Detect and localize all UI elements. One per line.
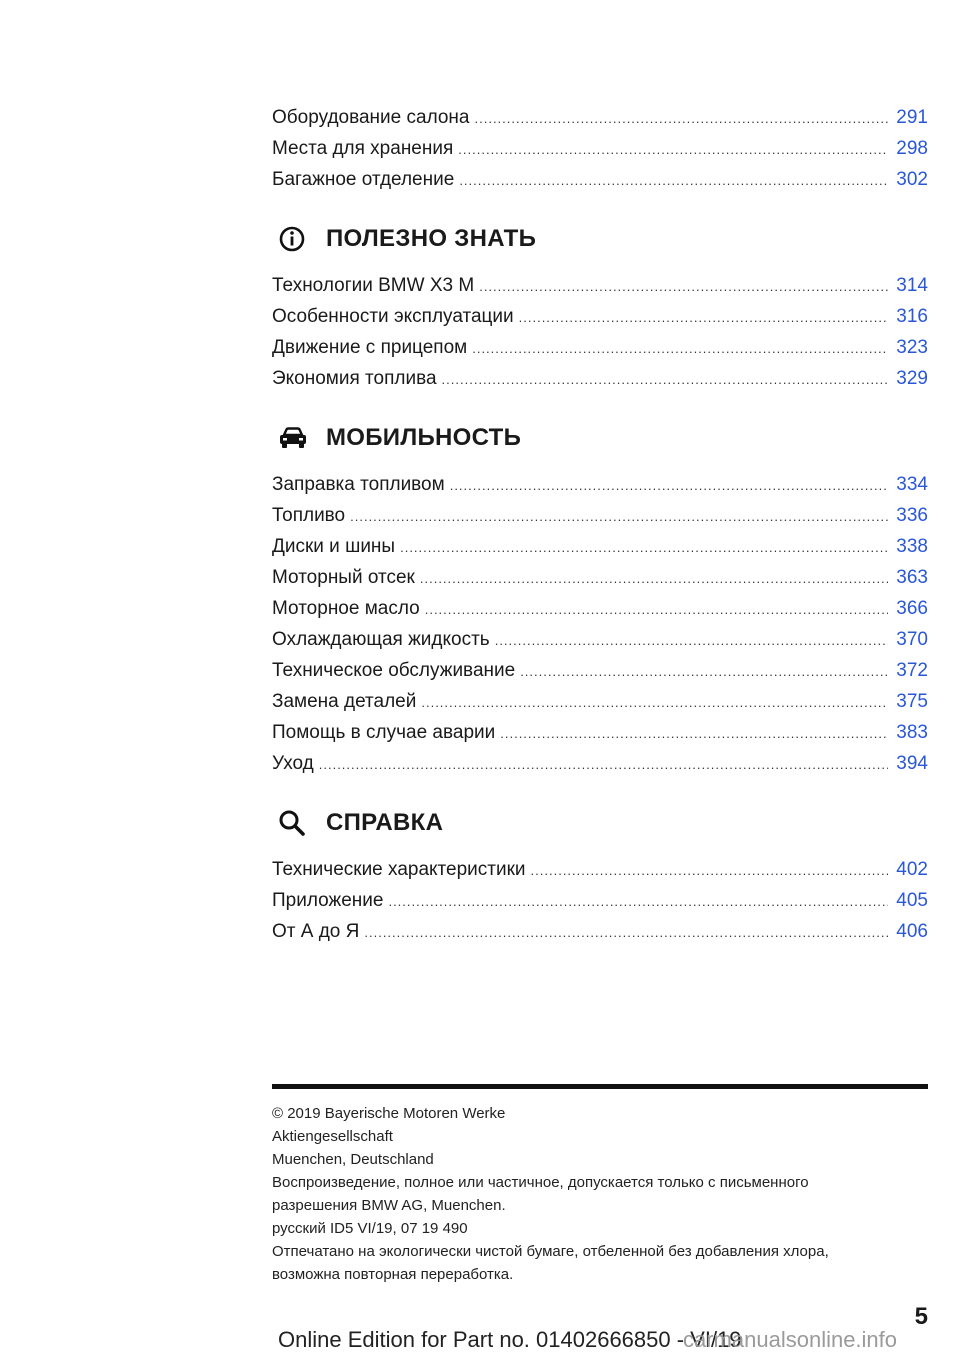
dot-leader bbox=[520, 656, 888, 687]
toc-entry-title: Места для хранения bbox=[272, 138, 454, 159]
dot-leader bbox=[495, 625, 889, 656]
imprint-line: Отпечатано на экологически чистой бумаге, отбеленной без добавления хлора, bbox=[272, 1243, 829, 1260]
toc-entry-title: Моторный отсек bbox=[272, 567, 415, 588]
toc-page-link[interactable]: 402 bbox=[896, 859, 928, 880]
toc-page-link[interactable]: 375 bbox=[896, 691, 928, 712]
toc-entry-refueling[interactable] bbox=[272, 469, 928, 500]
toc-entry-title: Топливо bbox=[272, 505, 346, 526]
toc-page-link[interactable]: 406 bbox=[896, 921, 928, 942]
toc-entry-trailer[interactable] bbox=[272, 332, 928, 363]
toc-page-link[interactable]: 372 bbox=[896, 660, 928, 681]
dot-leader bbox=[350, 501, 888, 532]
dot-leader bbox=[479, 271, 888, 302]
toc-entry-title: Помощь в случае аварии bbox=[272, 722, 496, 743]
dot-leader bbox=[319, 749, 889, 780]
imprint-block bbox=[272, 1102, 928, 1286]
toc-page-link[interactable]: 316 bbox=[896, 306, 928, 327]
toc-entry-breakdown-assistance[interactable] bbox=[272, 717, 928, 748]
page-number: 5 bbox=[914, 1303, 928, 1330]
toc-entry-cargo-area[interactable] bbox=[272, 164, 928, 195]
toc-entry-title: Замена деталей bbox=[272, 691, 417, 712]
toc-entry-title: Багажное отделение bbox=[272, 169, 455, 190]
toc-page-link[interactable]: 314 bbox=[896, 275, 928, 296]
toc-page-link[interactable]: 383 bbox=[896, 722, 928, 743]
toc-entry-fuel[interactable] bbox=[272, 500, 928, 531]
dot-leader bbox=[500, 718, 888, 749]
toc-page-link[interactable]: 291 bbox=[896, 107, 928, 128]
toc-page-link[interactable]: 323 bbox=[896, 337, 928, 358]
toc-page-link[interactable]: 334 bbox=[896, 474, 928, 495]
dot-leader bbox=[472, 333, 888, 364]
toc-page-link[interactable]: 363 bbox=[896, 567, 928, 588]
toc-page-link[interactable]: 405 bbox=[896, 890, 928, 911]
toc-entry-title: Техническое обслуживание bbox=[272, 660, 516, 681]
toc-entry-title: Диски и шины bbox=[272, 536, 396, 557]
imprint-line: разрешения BMW AG, Muenchen. bbox=[272, 1197, 506, 1214]
toc-page-link[interactable]: 329 bbox=[896, 368, 928, 389]
toc-entry-storage[interactable] bbox=[272, 133, 928, 164]
toc-entry-appendix[interactable] bbox=[272, 885, 928, 916]
dot-leader bbox=[400, 532, 888, 563]
imprint-line: русский ID5 VI/19, 07 19 490 bbox=[272, 1220, 468, 1237]
toc-entry-title: Заправка топливом bbox=[272, 474, 445, 495]
dot-leader bbox=[459, 165, 888, 196]
toc-page-link[interactable]: 370 bbox=[896, 629, 928, 650]
section-reference bbox=[272, 803, 928, 843]
toc-entry-title: Оборудование салона bbox=[272, 107, 470, 128]
dot-leader bbox=[420, 563, 888, 594]
toc-page-link[interactable]: 366 bbox=[896, 598, 928, 619]
watermark: carmanualsonline.info bbox=[683, 1327, 898, 1352]
toc-entry-engine-oil[interactable] bbox=[272, 593, 928, 624]
dot-leader bbox=[450, 470, 889, 501]
imprint-line: Muenchen, Deutschland bbox=[272, 1151, 434, 1168]
dot-leader bbox=[442, 364, 889, 395]
toc-entry-fuel-economy[interactable] bbox=[272, 363, 928, 394]
section-mobility bbox=[272, 418, 928, 458]
divider-rule bbox=[272, 1084, 928, 1089]
imprint-line: © 2019 Bayerische Motoren Werke bbox=[272, 1105, 506, 1122]
toc-entry-title: Экономия топлива bbox=[272, 368, 437, 389]
imprint-line: Aktiengesellschaft bbox=[272, 1128, 393, 1145]
dot-leader bbox=[364, 917, 888, 948]
toc-entry-index[interactable] bbox=[272, 916, 928, 947]
toc-entry-technology[interactable] bbox=[272, 270, 928, 301]
toc-entry-coolant[interactable] bbox=[272, 624, 928, 655]
section-heading: ПОЛЕЗНО ЗНАТЬ bbox=[326, 225, 537, 252]
toc-entry-engine-compartment[interactable] bbox=[272, 562, 928, 593]
toc-page-link[interactable]: 336 bbox=[896, 505, 928, 526]
toc-entry-title: Охлаждающая жидкость bbox=[272, 629, 490, 650]
toc-entry-technical-data[interactable] bbox=[272, 854, 928, 885]
edition-footer: Online Edition for Part no. 01402666850 - VI/19 bbox=[278, 1327, 742, 1352]
toc-page-link[interactable]: 302 bbox=[896, 169, 928, 190]
toc-entry-wheels-tires[interactable] bbox=[272, 531, 928, 562]
toc-entry-title: Технические характеристики bbox=[272, 859, 526, 880]
dot-leader bbox=[531, 855, 889, 886]
dot-leader bbox=[421, 687, 888, 718]
section-heading: МОБИЛЬНОСТЬ bbox=[326, 424, 522, 451]
search-icon bbox=[272, 809, 326, 837]
toc-entry-care[interactable] bbox=[272, 748, 928, 779]
info-icon bbox=[272, 225, 326, 253]
toc-entry-title: Приложение bbox=[272, 890, 384, 911]
toc-entry-title: Технологии BMW X3 M bbox=[272, 275, 475, 296]
section-heading: СПРАВКА bbox=[326, 809, 444, 836]
imprint-line: возможна повторная переработка. bbox=[272, 1266, 514, 1283]
toc-entry-title: От А до Я bbox=[272, 921, 360, 942]
dot-leader bbox=[458, 134, 888, 165]
toc-page-link[interactable]: 298 bbox=[896, 138, 928, 159]
toc-entry-replacing-parts[interactable] bbox=[272, 686, 928, 717]
toc-page-link[interactable]: 338 bbox=[896, 536, 928, 557]
section-useful-to-know bbox=[272, 219, 928, 259]
toc-entry-interior-equipment[interactable] bbox=[272, 102, 928, 133]
dot-leader bbox=[519, 302, 889, 333]
toc-entry-maintenance[interactable] bbox=[272, 655, 928, 686]
toc-entry-title: Особенности эксплуатации bbox=[272, 306, 514, 327]
car-icon bbox=[272, 426, 326, 450]
toc-entry-operation-features[interactable] bbox=[272, 301, 928, 332]
imprint-line: Воспроизведение, полное или частичное, допускается только с письменного bbox=[272, 1174, 809, 1191]
table-of-contents bbox=[272, 102, 928, 947]
toc-page-link[interactable]: 394 bbox=[896, 753, 928, 774]
toc-entry-title: Уход bbox=[272, 753, 314, 774]
dot-leader bbox=[388, 886, 888, 917]
toc-entry-title: Движение с прицепом bbox=[272, 337, 468, 358]
dot-leader bbox=[425, 594, 889, 625]
toc-entry-title: Моторное масло bbox=[272, 598, 420, 619]
dot-leader bbox=[475, 103, 889, 134]
